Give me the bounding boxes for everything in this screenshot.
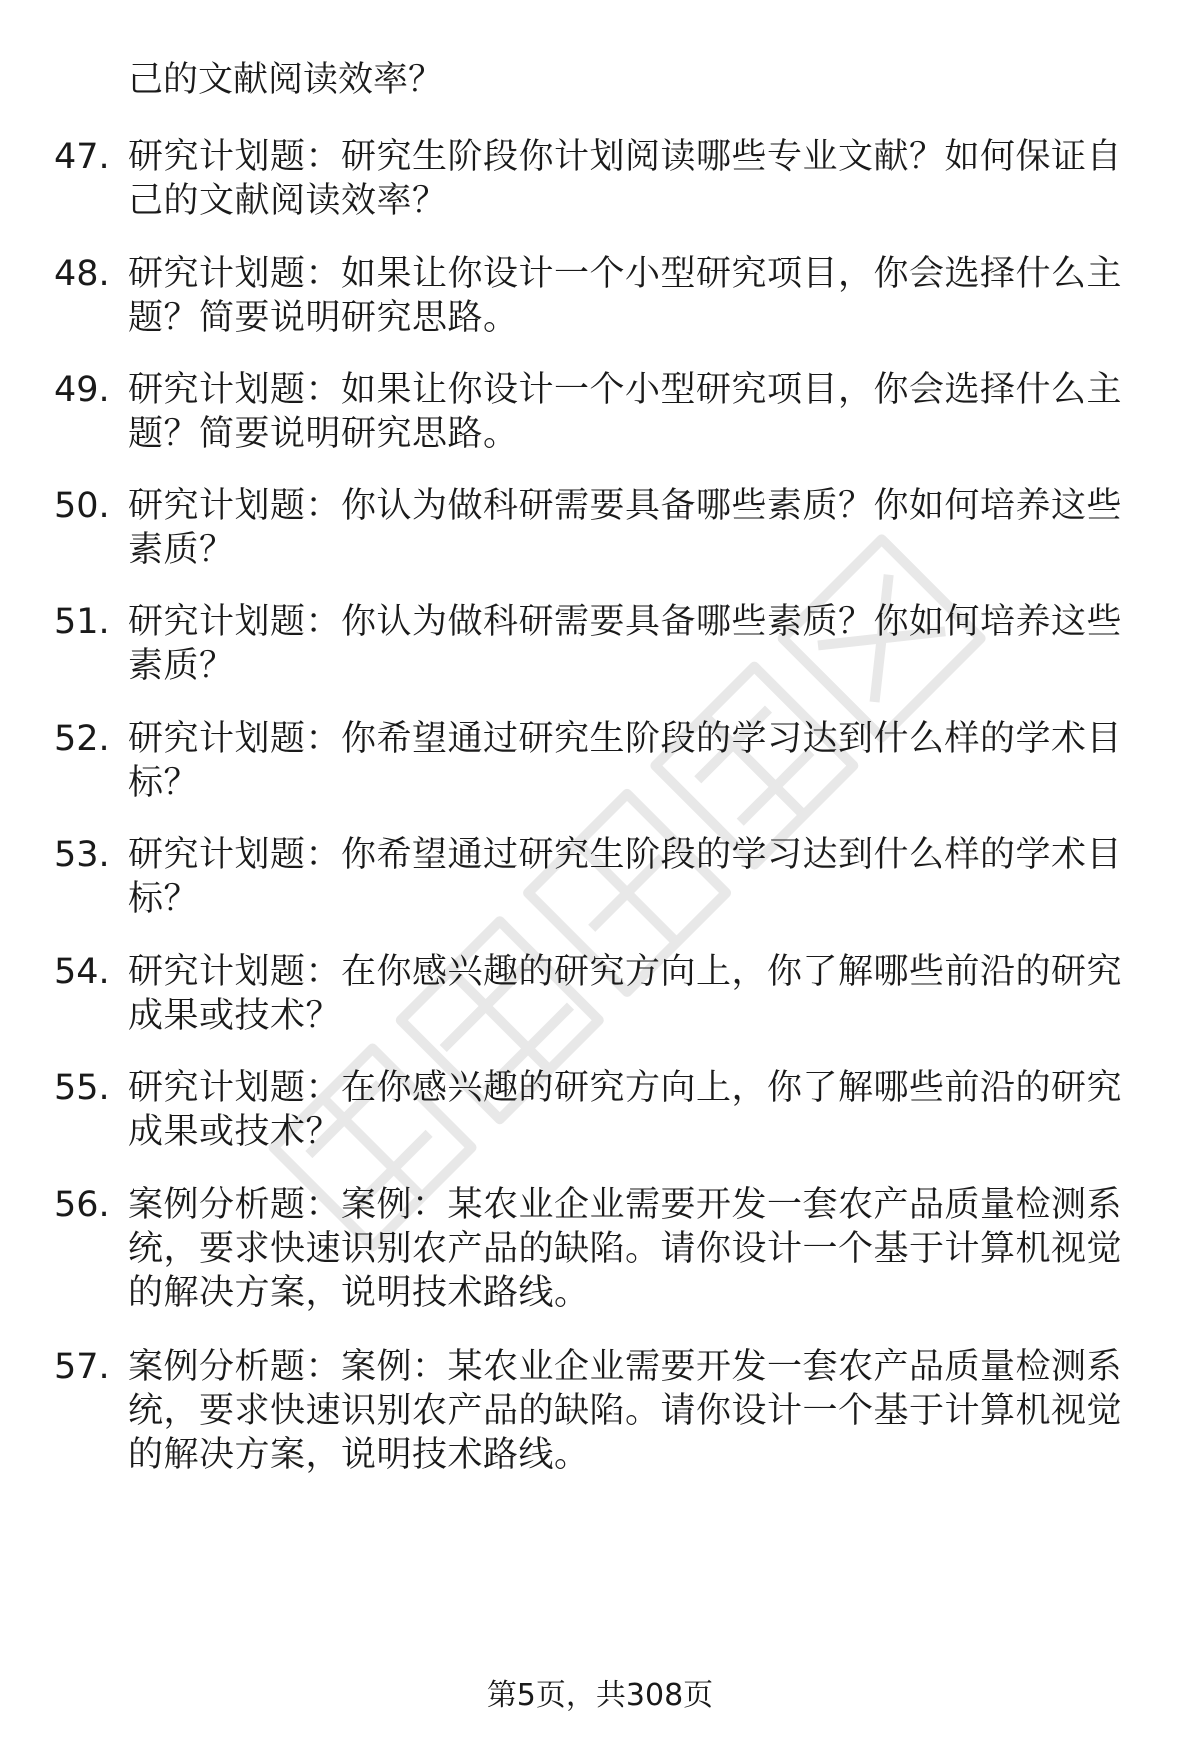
question-text: 研究计划题：你希望通过研究生阶段的学习达到什么样的学术目标？ [128,835,1123,919]
question-text: 研究计划题：你认为做科研需要具备哪些素质？你如何培养这些素质？ [128,486,1123,570]
question-text: 研究计划题：如果让你设计一个小型研究项目，你会选择什么主题？简要说明研究思路。 [128,254,1123,338]
continued-question-text: 己的文献阅读效率？ [128,60,444,100]
question-text: 案例分析题：案例：某农业企业需要开发一套农产品质量检测系统，要求快速识别农产品的缺陷。请你设计一个基于计算机视觉的解决方案，说明技术路线。 [128,1347,1123,1475]
question-number: 56. [54,1185,110,1225]
question-number: 52. [54,719,110,759]
question-number: 50. [54,486,110,526]
question-text: 研究计划题：研究生阶段你计划阅读哪些专业文献？如何保证自己的文献阅读效率？ [128,137,1123,221]
question-number: 57. [54,1347,110,1387]
question-number: 53. [54,835,110,875]
question-number: 55. [54,1068,110,1108]
question-text: 研究计划题：在你感兴趣的研究方向上，你了解哪些前沿的研究成果或技术？ [128,952,1123,1036]
question-text: 研究计划题：在你感兴趣的研究方向上，你了解哪些前沿的研究成果或技术？ [128,1068,1123,1152]
question-number: 49. [54,370,110,410]
question-text: 研究计划题：你希望通过研究生阶段的学习达到什么样的学术目标？ [128,719,1123,803]
question-text: 案例分析题：案例：某农业企业需要开发一套农产品质量检测系统，要求快速识别农产品的缺陷。请你设计一个基于计算机视觉的解决方案，说明技术路线。 [128,1185,1123,1313]
question-text: 研究计划题：你认为做科研需要具备哪些素质？你如何培养这些素质？ [128,602,1123,686]
page-footer: 第5页，共308页 [486,1678,714,1713]
question-text: 研究计划题：如果让你设计一个小型研究项目，你会选择什么主题？简要说明研究思路。 [128,370,1123,454]
question-number: 51. [54,602,110,642]
question-number: 48. [54,254,110,294]
question-number: 54. [54,952,110,992]
question-number: 47. [54,137,110,177]
